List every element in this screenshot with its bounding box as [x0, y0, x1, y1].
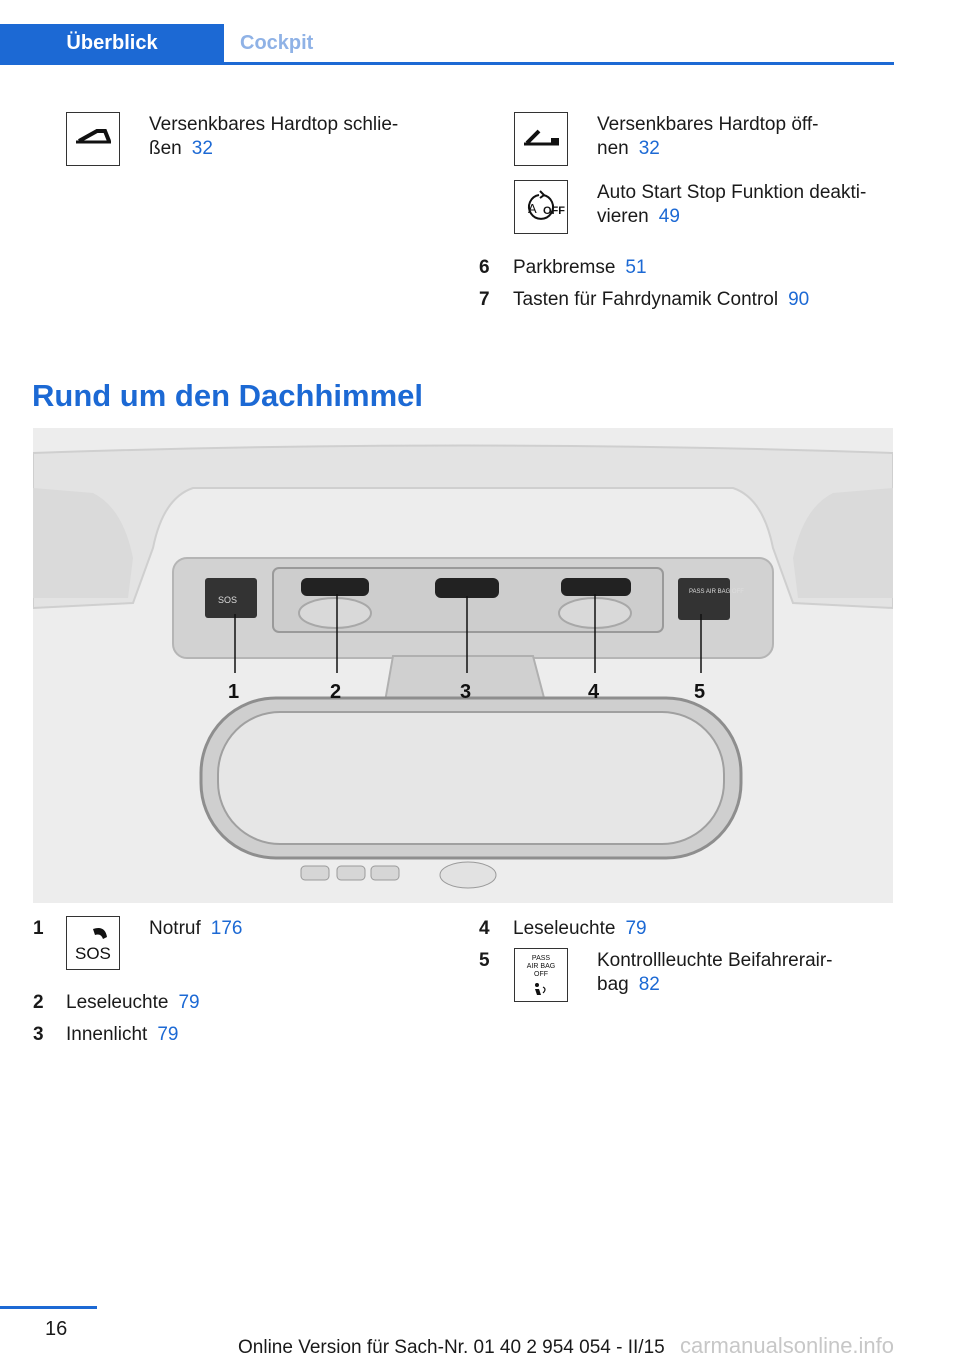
page-ref-link[interactable]: 32 [638, 138, 660, 159]
tab-ueberblick[interactable]: Überblick [0, 24, 224, 62]
passenger-airbag-off-icon [514, 948, 568, 1002]
svg-text:OFF: OFF [543, 205, 565, 217]
page-ref-link[interactable]: 82 [638, 974, 660, 995]
list-item: Tasten für Fahrdynamik Control 90 [513, 289, 810, 310]
svg-text:A: A [528, 201, 537, 216]
item-number: 4 [479, 918, 490, 939]
callout-1: 1 [228, 681, 240, 703]
list-item: Notruf 176 [149, 918, 243, 939]
hardtop-open-label: Versenkbares Hardtop öff‐ nen 32 [597, 114, 819, 159]
page-number: 16 [45, 1318, 68, 1340]
page-ref-link[interactable]: 32 [191, 138, 213, 159]
page-ref-link[interactable]: 79 [178, 992, 200, 1013]
page-ref-link[interactable]: 51 [625, 257, 647, 278]
callout-4: 4 [588, 681, 600, 703]
item-number: 1 [33, 918, 44, 939]
item-number: 6 [479, 257, 490, 278]
item-number: 7 [479, 289, 490, 310]
sos-button-label: SOS [218, 595, 238, 605]
sos-icon [66, 916, 120, 970]
page-ref-link[interactable]: 90 [788, 289, 810, 310]
list-item: Innenlicht 79 [66, 1024, 179, 1045]
chapter-tabs [0, 24, 894, 65]
item-number: 2 [33, 992, 44, 1013]
page-ref-link[interactable]: 49 [658, 206, 680, 227]
list-item: Leseleuchte 79 [66, 992, 200, 1013]
list-item: Kontrollleuchte Beifahrerair‐ bag 82 [597, 950, 833, 995]
footer-divider [0, 1306, 97, 1309]
auto-start-stop-label: Auto Start Stop Funktion deakti‐ vieren 49 [597, 182, 867, 227]
hardtop-close-icon [66, 112, 120, 166]
airbag-indicator-label: PASS AIR BAG OFF [689, 589, 744, 595]
hardtop-close-label: Versenkbares Hardtop schlie‐ ßen 32 [149, 114, 399, 159]
list-item: Parkbremse 51 [513, 257, 647, 278]
auto-start-stop-off-icon [514, 180, 568, 234]
airbag-icon-text-3: OFF [534, 971, 548, 978]
watermark: carmanualsonline.info [680, 1333, 895, 1358]
tab-cockpit[interactable]: Cockpit [240, 32, 314, 54]
callout-3: 3 [460, 681, 472, 703]
page-ref-link[interactable]: 79 [157, 1024, 179, 1045]
list-item: Leseleuchte 79 [513, 918, 647, 939]
sos-icon-text: SOS [75, 944, 111, 963]
callout-5: 5 [694, 681, 706, 703]
section-title: Rund um den Dachhimmel [32, 378, 423, 413]
item-number: 3 [33, 1024, 44, 1045]
footer-version: Online Version für Sach-Nr. 01 40 2 954 054 - II/15 [238, 1337, 665, 1358]
airbag-icon-text-1: PASS [531, 955, 551, 962]
page-ref-link[interactable]: 79 [625, 918, 647, 939]
roofliner-illustration [33, 428, 893, 903]
airbag-icon-text-2: AIR BAG [526, 963, 556, 970]
page-ref-link[interactable]: 176 [210, 918, 243, 939]
hardtop-open-icon [514, 112, 568, 166]
callout-2: 2 [330, 681, 342, 703]
item-number: 5 [479, 950, 490, 971]
